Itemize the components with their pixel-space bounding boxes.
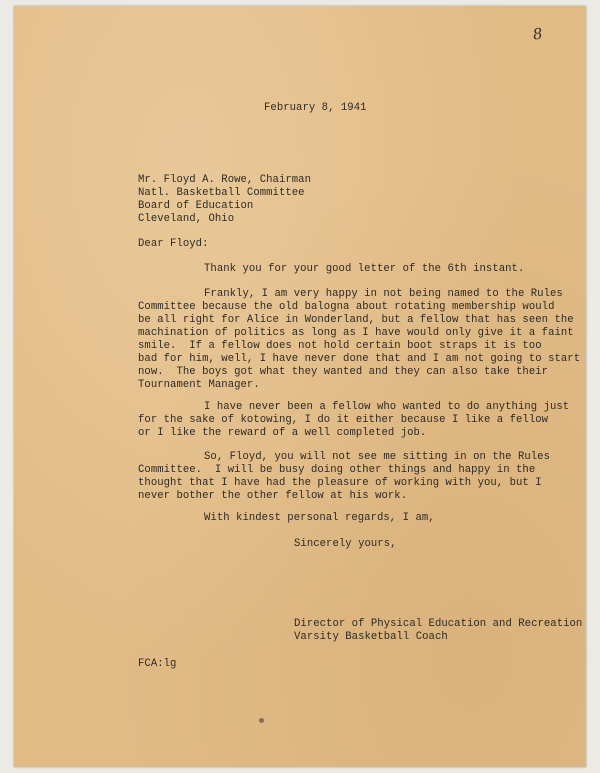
paragraph-line: With kindest personal regards, I am, (204, 512, 435, 524)
letter-page (14, 6, 586, 767)
typist-initials: FCA:lg (138, 658, 177, 670)
paper-speck (259, 718, 264, 723)
paragraph-line: Thank you for your good letter of the 6th instant. (204, 263, 525, 275)
paragraph-line: Frankly, I am very happy in not being named to the Rules (204, 288, 563, 300)
letter-date: February 8, 1941 (264, 102, 367, 114)
closing: Sincerely yours, (294, 538, 397, 550)
paragraph-line: Committee because the old balogna about rotating membership would (138, 301, 555, 313)
addressee-line: Cleveland, Ohio (138, 213, 235, 225)
paragraph-line: bad for him, well, I have never done that and I am not going to start (138, 353, 581, 365)
paragraph-line: Committee. I will be busy doing other things and happy in the (138, 464, 536, 476)
paragraph-line: never bother the other fellow at his work. (138, 490, 408, 502)
signature-title-line: Varsity Basketball Coach (294, 631, 448, 643)
paragraph-line: machination of politics as long as I have would only give it a faint (138, 327, 574, 339)
addressee-line: Mr. Floyd A. Rowe, Chairman (138, 174, 311, 186)
paragraph-line: So, Floyd, you will not see me sitting in on the Rules (204, 451, 550, 463)
paragraph-line: smile. If a fellow does not hold certain boot straps it is too (138, 340, 542, 352)
paragraph-line: Tournament Manager. (138, 379, 260, 391)
paragraph-line: for the sake of kotowing, I do it either because I like a fellow (138, 414, 549, 426)
paragraph-line: be all right for Alice in Wonderland, but a fellow that has seen the (138, 314, 574, 326)
paragraph-line: or I like the reward of a well completed job. (138, 427, 427, 439)
paragraph-line: thought that I have had the pleasure of working with you, but I (138, 477, 542, 489)
addressee-line: Natl. Basketball Committee (138, 187, 305, 199)
signature-title-line: Director of Physical Education and Recreation (294, 618, 583, 630)
paragraph-line: I have never been a fellow who wanted to do anything just (204, 401, 570, 413)
salutation: Dear Floyd: (138, 238, 209, 250)
page-number-mark: 8 (531, 24, 544, 44)
paragraph-line: now. The boys got what they wanted and they can also take their (138, 366, 549, 378)
addressee-line: Board of Education (138, 200, 254, 212)
